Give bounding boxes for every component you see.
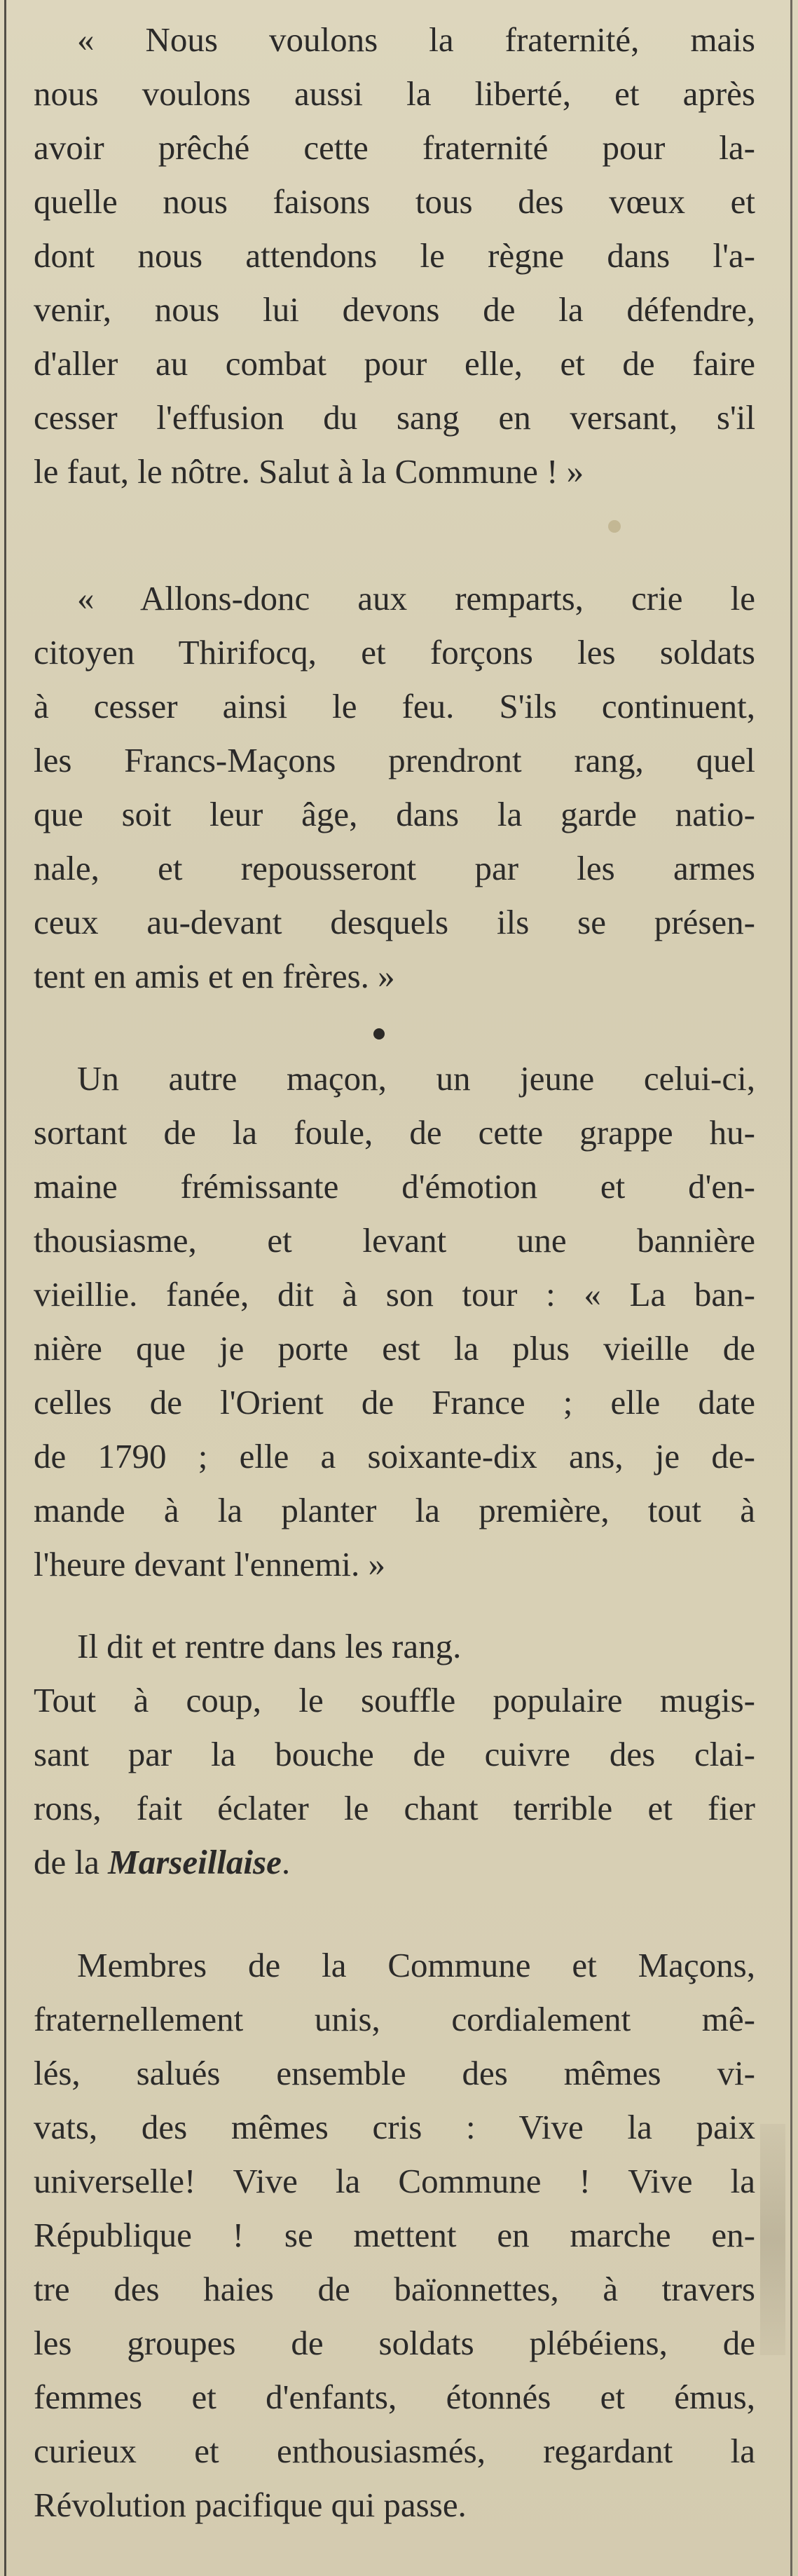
paragraph-line: ceux au-devant desquels ils se présen- [34,903,755,941]
paragraph-line: fraternellement unis, cordialement mê- [34,2000,755,2038]
paragraph-line: tent en amis et en frères. » [34,957,395,995]
paragraph-line: « Allons-donc aux remparts, crie le [77,579,755,618]
paragraph-line [34,1835,755,1889]
left-column-rule [4,0,6,2576]
paper-stain [760,2124,785,2355]
paragraph-line: sant par la bouche de cuivre des clai- [34,1735,755,1773]
paragraph-line: avoir prêché cette fraternité pour la- [34,128,755,167]
paragraph-line: République ! se mettent en marche en- [34,2216,755,2254]
paragraph-line: cesser l'effusion du sang en versant, s'il [34,398,755,437]
paragraph-line: maine frémissante d'émotion et d'en- [34,1167,755,1206]
paragraph-line: de 1790 ; elle a soixante-dix ans, je de- [34,1437,755,1476]
paragraph-line: femmes et d'enfants, étonnés et émus, [34,2378,755,2416]
paragraph-line: nale, et repousseront par les armes [34,849,755,887]
paragraph-line: rons, fait éclater le chant terrible et fier [34,1789,755,1827]
paragraph-line: l'heure devant l'ennemi. » [34,1545,386,1583]
paragraph-line: Tout à coup, le souffle populaire mugis- [34,1681,755,1719]
paragraph-line: mande à la planter la première, tout à [34,1491,755,1529]
paragraph-line: Un autre maçon, un jeune celui-ci, [77,1059,755,1098]
marseillaise-italic: Marseillaise [108,1843,282,1881]
paragraph-line: Révolution pacifique qui passe. [34,2486,467,2524]
paragraph-line: celles de l'Orient de France ; elle date [34,1383,755,1422]
paragraph-line: dont nous attendons le règne dans l'a- [34,236,755,275]
right-column-rule [790,0,792,2576]
paragraph-line: tre des haies de baïonnettes, à travers [34,2270,755,2308]
paragraph-line: citoyen Thirifocq, et forçons les soldats [34,633,755,672]
paragraph-line: nière que je porte est la plus vieille de [34,1329,755,1368]
paragraph-line: vieillie. fanée, dit à son tour : « La ban- [34,1275,755,1314]
line-punctuation: . [281,1843,291,1881]
paragraph-line: les Francs-Maçons prendront rang, quel [34,741,755,779]
paragraph-line: sortant de la foule, de cette grappe hu- [34,1113,755,1152]
paragraph-line: nous voulons aussi la liberté, et après [34,74,755,113]
paragraph-line: universelle! Vive la Commune ! Vive la [34,2162,755,2200]
paragraph-line: « Nous voulons la fraternité, mais [77,20,755,59]
paragraph-line: les groupes de soldats plébéiens, de [34,2324,755,2362]
paragraph-line: thousiasme, et levant une bannière [34,1221,755,1260]
paragraph-line: Membres de la Commune et Maçons, [77,1946,755,1984]
paragraph-line: lés, salués ensemble des mêmes vi- [34,2054,755,2092]
paragraph-marseillaise [34,1619,755,1889]
paragraph-line: le faut, le nôtre. Salut à la Commune ! » [34,452,584,491]
paragraph-line: vats, des mêmes cris : Vive la paix [34,2108,755,2146]
paragraph-fraternite [34,13,755,498]
paragraph-line: quelle nous faisons tous des vœux et [34,182,755,221]
ink-dot [373,1028,385,1040]
paragraph-line: Il dit et rentre dans les rang. [77,1627,462,1665]
paragraph-banniere [34,1051,755,1591]
line-text: de la [34,1843,99,1881]
paragraph-line: que soit leur âge, dans la garde natio- [34,795,755,833]
ink-smudge [608,520,621,533]
paragraph-line: d'aller au combat pour elle, et de faire [34,344,755,383]
paragraph-line: venir, nous lui devons de la défendre, [34,290,755,329]
paragraph-line: à cesser ainsi le feu. S'ils continuent, [34,687,755,725]
paragraph-remparts [34,571,755,1003]
paragraph-line: curieux et enthousiasmés, regardant la [34,2432,755,2470]
paragraph-commune-macons [34,1938,755,2532]
